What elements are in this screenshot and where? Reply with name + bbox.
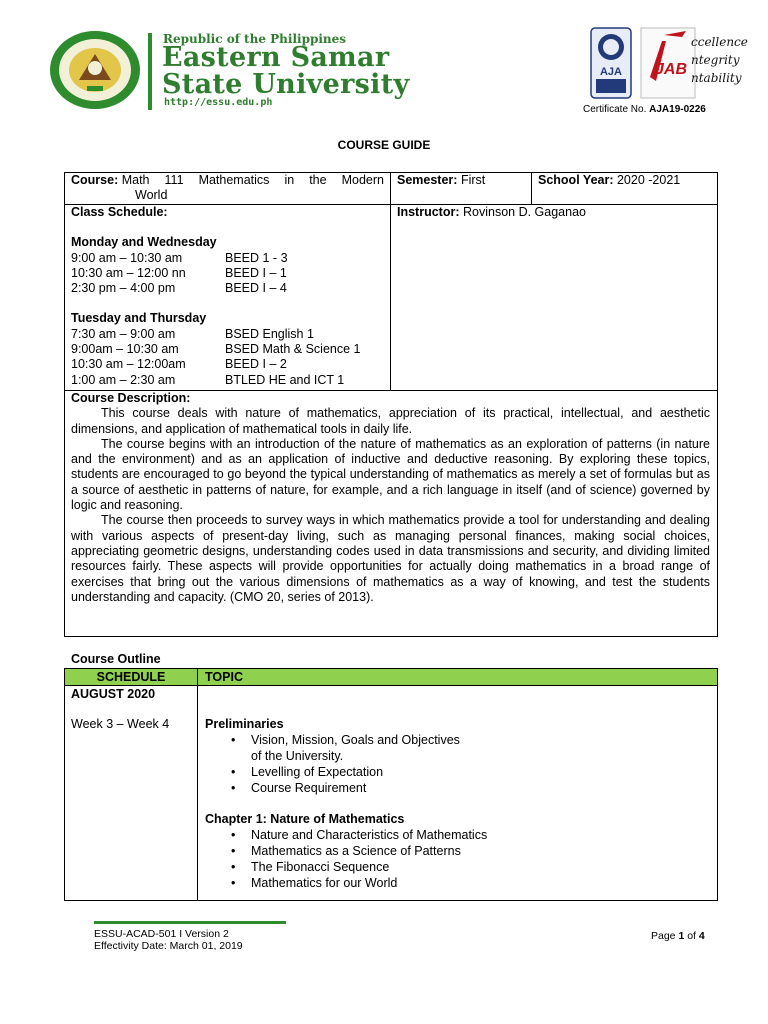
list-item: • Mathematics as a Science of Patterns	[251, 843, 705, 859]
course-info-table	[64, 172, 718, 637]
aja-label: AJA	[599, 66, 622, 78]
course-outline-title: Course Outline	[71, 652, 161, 666]
schedule-row: 9:00 am – 10:30 am BEED 1 - 3	[71, 250, 288, 265]
university-url: http://essu.edu.ph	[164, 97, 273, 108]
preliminaries-title: Preliminaries	[205, 717, 284, 731]
course-description-cell	[65, 391, 717, 636]
page-number: Page 1 of 4	[651, 930, 705, 942]
chapter1-title: Chapter 1: Nature of Mathematics	[205, 812, 405, 826]
outline-weeks: Week 3 – Week 4	[71, 717, 170, 731]
list-item: • Mathematics for our World	[251, 875, 705, 891]
class-schedule-cell: Class Schedule: Monday and Wednesday 9:00 am – 10:30 am BEED 1 - 3 10:30 am – 12:00 nn BEED I – 1 2:30 pm – 4:00 pm BEED I – 4 Tuesday and Thursday 7:30 am – 9:00 am BSED English 1 9:00am – 10:30 am BSED Math & Science 1 10:30 am – 12:00am BEED I – 2 1:00 am – 2:30 am BTLED HE and ICT 1	[65, 205, 391, 391]
schedule-column-header: SCHEDULE	[96, 670, 166, 684]
footer-rule	[94, 921, 286, 924]
list-item: • Vision, Mission, Goals and Objectives of the University.	[251, 732, 705, 764]
schedule-row: 1:00 am – 2:30 am BTLED HE and ICT 1	[71, 372, 345, 387]
university-name-line1: Eastern Samar	[162, 42, 390, 73]
schedule-row: 7:30 am – 9:00 am BSED English 1	[71, 326, 314, 341]
school-year-cell: School Year: 2020 -2021	[532, 173, 717, 205]
schedule-group2-title: Tuesday and Thursday	[71, 311, 207, 326]
list-item: • Course Requirement	[251, 780, 705, 796]
semester-cell: Semester: First	[391, 173, 532, 205]
schedule-row: 2:30 pm – 4:00 pm BEED I – 4	[71, 281, 287, 296]
aja-certification-logo	[590, 27, 632, 99]
preliminaries-list	[205, 732, 705, 796]
motto-accountability: ntability	[691, 71, 742, 85]
list-item: • Nature and Characteristics of Mathematics	[251, 827, 705, 843]
university-name	[162, 44, 409, 98]
column-divider	[197, 669, 198, 900]
republic-text: Republic of the Philippines	[163, 32, 347, 46]
outline-header-row	[65, 669, 717, 686]
motto	[691, 33, 748, 87]
footer-document-code: ESSU-ACAD-501 I Version 2 Effectivity Date: March 01, 2019	[94, 928, 243, 952]
list-item: • The Fibonacci Sequence	[251, 859, 705, 875]
chapter1-list	[205, 827, 705, 891]
schedule-row: 10:30 am – 12:00am BEED I – 2	[71, 357, 287, 372]
course-cell: Course: Math 111 Mathematics in the Modern World	[65, 173, 391, 205]
schedule-group1-title: Monday and Wednesday	[71, 235, 217, 250]
list-item: • Levelling of Expectation	[251, 764, 705, 780]
instructor-cell: Instructor: Rovinson D. Gaganao	[391, 205, 717, 391]
school-year-value: 2020 -2021	[616, 173, 681, 187]
motto-integrity: ntegrity	[691, 53, 740, 67]
course-value: Math 111 Mathematics in the Modern	[121, 173, 384, 187]
certificate-number: Certificate No. AJA19-0226	[583, 104, 706, 115]
schedule-column	[71, 686, 169, 732]
course-description-label: Course Description:	[71, 391, 191, 405]
motto-excellence: ccellence	[691, 35, 748, 49]
page-title: COURSE GUIDE	[337, 138, 431, 152]
instructor-value: Rovinson D. Gaganao	[462, 205, 586, 219]
semester-value: First	[460, 173, 486, 187]
header-divider	[148, 33, 152, 110]
jab-label: JAB	[655, 61, 688, 78]
outline-month: AUGUST 2020	[71, 687, 156, 701]
schedule-row: 9:00am – 10:30 am BSED Math & Science 1	[71, 342, 361, 357]
description-paragraph-2: The course begins with an introduction of the nature of mathematics as an exploration of patterns (in nature and the environment) and as an application of inductive and deductive reasoning. By exploring these topics, students are encouraged to go beyond the typical understanding of mathematics as merely a set of formulas but as a source of aesthetic in patterns of nature, for example, and a rich language in itself (and of science) governed by logic and reasoning.	[71, 436, 710, 513]
course-outline-table	[64, 668, 718, 901]
course-value-cont: World	[135, 188, 168, 203]
topic-column	[205, 716, 705, 891]
schedule-row: 10:30 am – 12:00 nn BEED I – 1	[71, 265, 287, 280]
university-seal-logo	[49, 30, 141, 110]
university-name-line2: State University	[162, 69, 410, 100]
topic-column-header: TOPIC	[205, 670, 243, 684]
description-paragraph-3: The course then proceeds to survey ways in which mathematics provide a tool for understanding and dealing with various aspects of present-day living, such as managing personal finances, making social choices, appreciating geometric designs, understanding codes used in data transmissions and security, and dividing limited resources fairly. These aspects will provide opportunities for actually doing mathematics in a broad range of exercises that bring out the various dimensions of mathematics as a way of knowing, and test the students understanding and capacity. (CMO 20, series of 2013).	[71, 513, 710, 604]
description-paragraph-1: This course deals with nature of mathematics, appreciation of its practical, intellectual, and aesthetic dimensions, and application of mathematical tools in daily life.	[71, 406, 710, 436]
